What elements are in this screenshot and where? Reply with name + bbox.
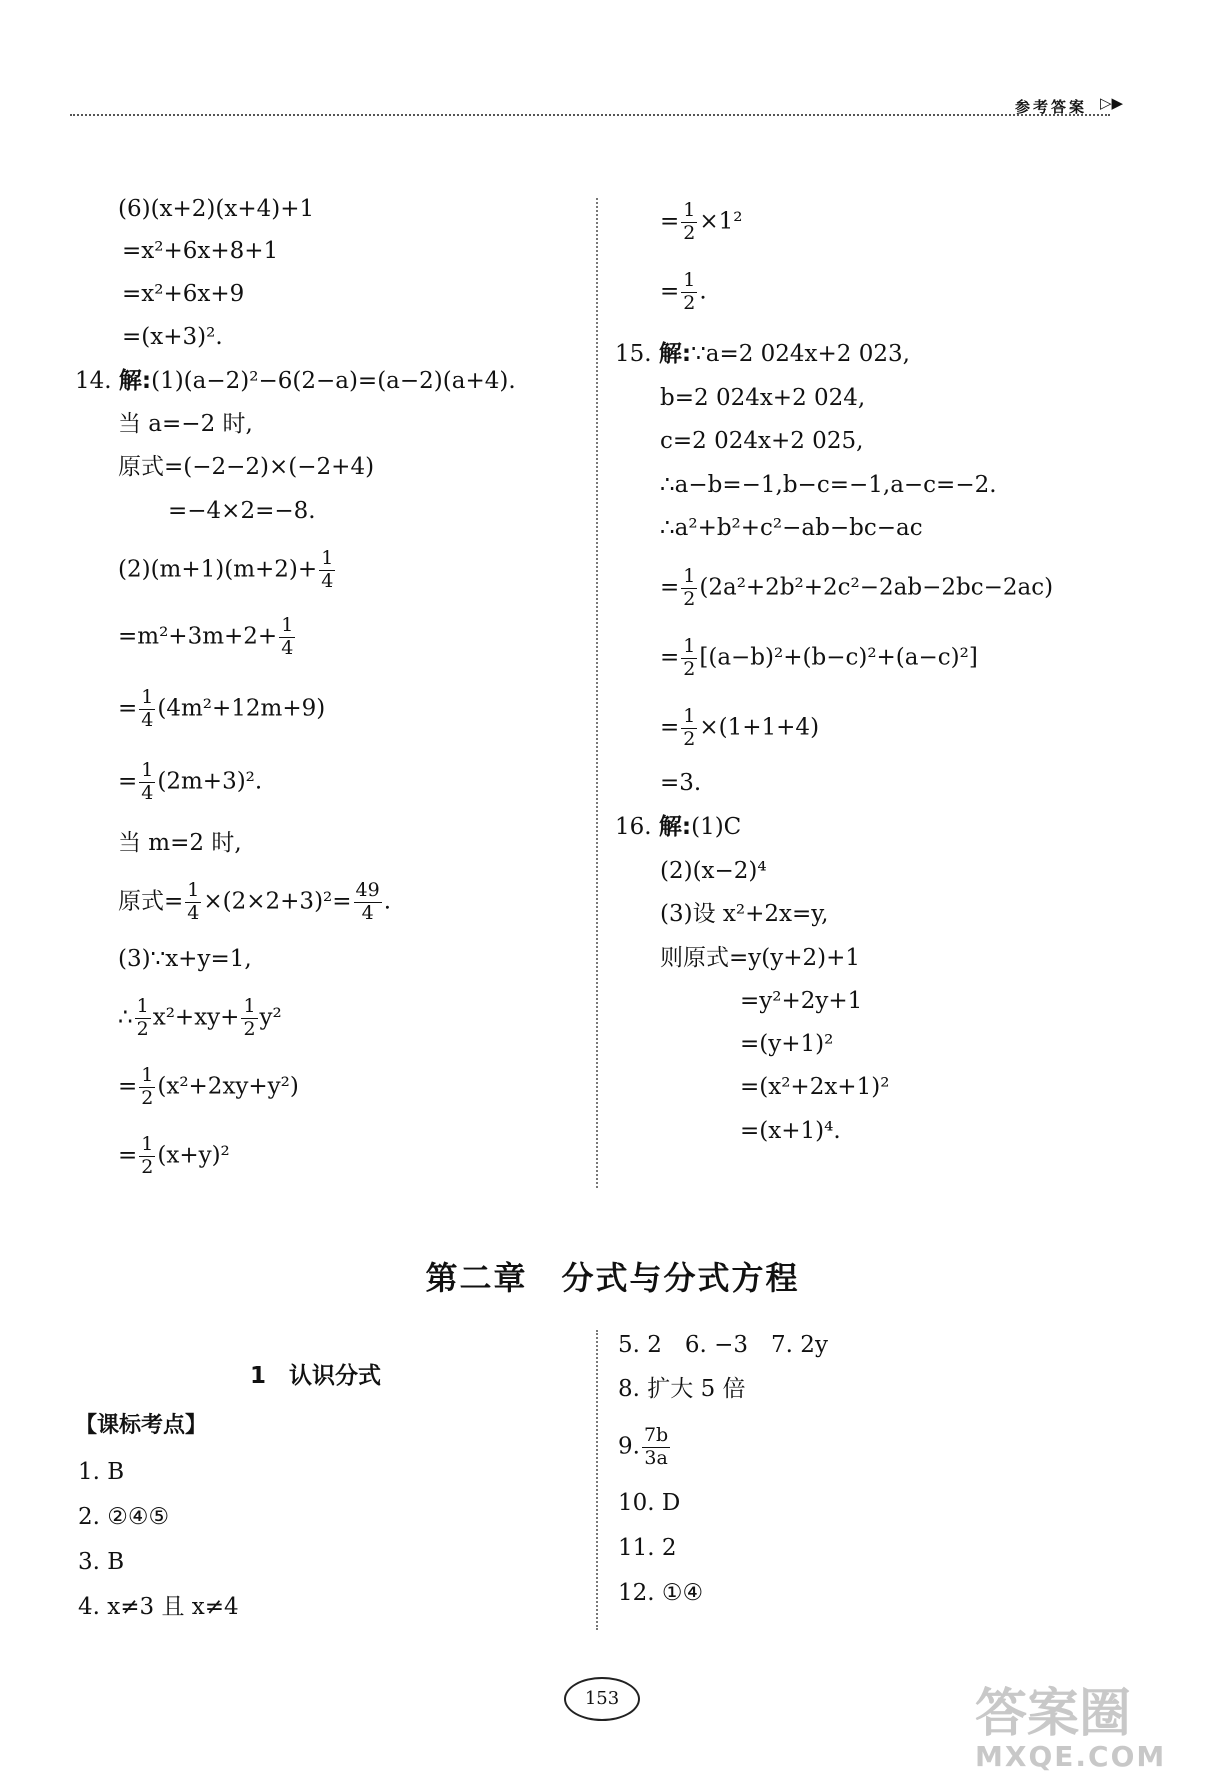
- solution-label: 解:: [118, 368, 152, 394]
- eq-text: [(a−b)²+(b−c)²+(a−c)²]: [699, 644, 978, 671]
- header-rule: [70, 114, 1110, 116]
- eq-line-with-fraction: [660, 200, 743, 245]
- eq-line-with-fraction: [118, 996, 282, 1041]
- question-14: [75, 370, 516, 393]
- denominator: 2: [683, 587, 696, 610]
- header-arrows-icon: ▷▶: [1100, 94, 1124, 112]
- eq-text: x²+xy+: [152, 1004, 240, 1031]
- fraction: [139, 687, 155, 732]
- eq-line: (3)设 x²+2x=y,: [660, 901, 829, 927]
- numerator: 49: [355, 879, 380, 901]
- denominator: 2: [141, 1086, 154, 1109]
- fraction: [139, 1134, 155, 1179]
- section-title: 1 认识分式: [250, 1363, 382, 1389]
- eq-line: =(x+3)².: [122, 324, 223, 350]
- eq-text: (x²+2xy+y²): [157, 1073, 299, 1100]
- denominator: 4: [281, 636, 294, 659]
- denominator: 4: [141, 708, 154, 731]
- question-number: 14.: [75, 368, 112, 394]
- answer-line: 4. x≠3 且 x≠4: [78, 1594, 239, 1620]
- fraction: [241, 996, 257, 1041]
- denominator: 4: [361, 901, 374, 924]
- eq-line: =(x²+2x+1)²: [740, 1074, 890, 1100]
- eq-line: =x²+6x+9: [122, 281, 245, 307]
- solution-label: 解:: [658, 814, 692, 840]
- answer-line: 10. D: [618, 1490, 681, 1516]
- eq-text: .: [699, 278, 707, 305]
- eq-text: 9.: [618, 1433, 640, 1460]
- eq-text: ∵a=2 024x+2 023,: [691, 341, 910, 367]
- numerator: 1: [136, 995, 149, 1017]
- eq-line-with-fraction: = $\frac{1}{4}$ (2m+3)².: [118, 759, 263, 804]
- fraction: [681, 270, 697, 315]
- denominator: 4: [321, 569, 334, 592]
- eq-line: c=2 024x+2 025,: [660, 428, 864, 454]
- eq-text: =: [118, 1142, 138, 1169]
- denominator: 2: [243, 1017, 256, 1040]
- numerator: 1: [683, 269, 696, 291]
- denominator: 2: [683, 221, 696, 244]
- denominator: 2: [683, 657, 696, 680]
- eq-line-with-fraction: [660, 636, 978, 681]
- watermark-url: MXQE.COM: [975, 1740, 1167, 1773]
- numerator: 1: [141, 1133, 154, 1155]
- eq-text: ×(1+1+4): [699, 714, 820, 741]
- denominator: 2: [683, 727, 696, 750]
- fraction: [681, 636, 697, 681]
- eq-line: =−4×2=−8.: [168, 498, 316, 524]
- answer-line: 11. 2: [618, 1535, 677, 1561]
- answer-line: 8. 扩大 5 倍: [618, 1376, 746, 1402]
- fraction: [681, 566, 697, 611]
- numerator: 1: [321, 547, 334, 569]
- eq-line: =y²+2y+1: [740, 988, 863, 1014]
- eq-line: 当 a=−2 时,: [118, 411, 253, 437]
- eq-text: =: [660, 644, 680, 671]
- numerator: 1: [683, 565, 696, 587]
- question-number: 15.: [615, 341, 652, 367]
- column-divider-top: [596, 198, 598, 1188]
- eq-text: y²: [259, 1004, 282, 1031]
- category-label: 【课标考点】: [75, 1413, 208, 1438]
- fraction: [319, 548, 335, 593]
- numerator: 1: [141, 1064, 154, 1086]
- eq-line-with-fraction: [660, 270, 707, 315]
- watermark-text: 答案圈: [975, 1684, 1132, 1744]
- fraction: [139, 760, 155, 805]
- denominator: 3a: [644, 1446, 668, 1469]
- eq-line: (3)∵x+y=1,: [118, 946, 252, 972]
- solution-label: 解:: [658, 341, 692, 367]
- numerator: 1: [243, 995, 256, 1017]
- denominator: 2: [141, 1155, 154, 1178]
- fraction: [135, 996, 151, 1041]
- eq-text: =: [660, 574, 680, 601]
- answer-line: 12. ①④: [618, 1580, 704, 1606]
- answer-line: 3. B: [78, 1549, 125, 1575]
- fraction: [279, 615, 295, 660]
- eq-text: =: [660, 208, 680, 235]
- eq-text: 原式=: [118, 888, 184, 915]
- fraction: [681, 200, 697, 245]
- eq-line-with-fraction: [118, 548, 337, 593]
- eq-line: =x²+6x+8+1: [122, 238, 279, 264]
- numerator: 1: [281, 614, 294, 636]
- eq-text: ×1²: [699, 208, 743, 235]
- denominator: 2: [683, 291, 696, 314]
- eq-text: (2)(m+1)(m+2)+: [118, 556, 318, 583]
- question-15: [615, 343, 910, 366]
- numerator: 1: [141, 686, 154, 708]
- eq-text: =m²+3m+2+: [118, 623, 278, 650]
- denominator: 4: [141, 781, 154, 804]
- eq-line: 当 m=2 时,: [118, 830, 242, 856]
- eq-text: ×(2×2+3)²=: [203, 888, 352, 915]
- eq-line: (2)(x−2)⁴: [660, 858, 767, 884]
- fraction: [185, 880, 201, 925]
- fraction: [139, 1065, 155, 1110]
- eq-line: =(y+1)²: [740, 1031, 834, 1057]
- fraction: [681, 706, 697, 751]
- answer-line: 5. 2 6. −3 7. 2y: [618, 1332, 828, 1358]
- eq-text: (1)(a−2)²−6(2−a)=(a−2)(a+4).: [151, 368, 516, 394]
- eq-text: =: [660, 278, 680, 305]
- eq-line-with-fraction: [118, 1134, 230, 1179]
- eq-line: 则原式=y(y+2)+1: [660, 945, 861, 971]
- chapter-title: 第二章 分式与分式方程: [425, 1259, 800, 1297]
- eq-line: ∴a²+b²+c²−ab−bc−ac: [660, 515, 923, 541]
- numerator: 1: [683, 635, 696, 657]
- fraction: [354, 880, 382, 925]
- numerator: 1: [683, 199, 696, 221]
- eq-line: (6)(x+2)(x+4)+1: [118, 196, 315, 222]
- denominator: 2: [136, 1017, 149, 1040]
- eq-text: (2m+3)².: [157, 768, 263, 795]
- question-16: [615, 816, 741, 839]
- eq-text: .: [383, 888, 392, 915]
- page-number: 153: [564, 1677, 640, 1721]
- numerator: 7b: [643, 1424, 669, 1446]
- eq-line-with-fraction: [660, 706, 819, 751]
- eq-line-with-fraction: = $\frac{1}{4}$ (4m²+12m+9): [118, 686, 326, 731]
- eq-line: =3.: [660, 770, 702, 796]
- fraction: [642, 1425, 670, 1470]
- answer-line: 1. B: [78, 1459, 125, 1485]
- denominator: 4: [187, 901, 200, 924]
- header-title: 参考答案: [1015, 98, 1088, 116]
- eq-text: (4m²+12m+9): [157, 695, 326, 722]
- numerator: 1: [141, 759, 154, 781]
- eq-line-with-fraction: [118, 1065, 299, 1110]
- eq-text: =: [118, 1073, 138, 1100]
- watermark-logo: [975, 1684, 1205, 1778]
- eq-line: b=2 024x+2 024,: [660, 385, 866, 411]
- answer-line: 2. ②④⑤: [78, 1504, 170, 1530]
- question-number: 16.: [615, 814, 652, 840]
- eq-text: (x+y)²: [157, 1142, 230, 1169]
- eq-line-with-fraction: [118, 880, 391, 925]
- eq-line: =(x+1)⁴.: [740, 1118, 841, 1144]
- column-divider-bottom: [596, 1330, 598, 1630]
- eq-text: (2a²+2b²+2c²−2ab−2bc−2ac): [699, 574, 1054, 601]
- answer-line-with-fraction: [618, 1425, 672, 1470]
- eq-line: 原式=(−2−2)×(−2+4): [118, 454, 375, 480]
- eq-text: ∴: [118, 1004, 133, 1031]
- eq-text: (1)C: [691, 814, 742, 840]
- eq-line: ∴a−b=−1,b−c=−1,a−c=−2.: [660, 472, 997, 498]
- eq-line-with-fraction: [660, 566, 1053, 611]
- eq-line-with-fraction: [118, 615, 297, 660]
- eq-text: =: [660, 714, 680, 741]
- numerator: 1: [187, 879, 200, 901]
- numerator: 1: [683, 705, 696, 727]
